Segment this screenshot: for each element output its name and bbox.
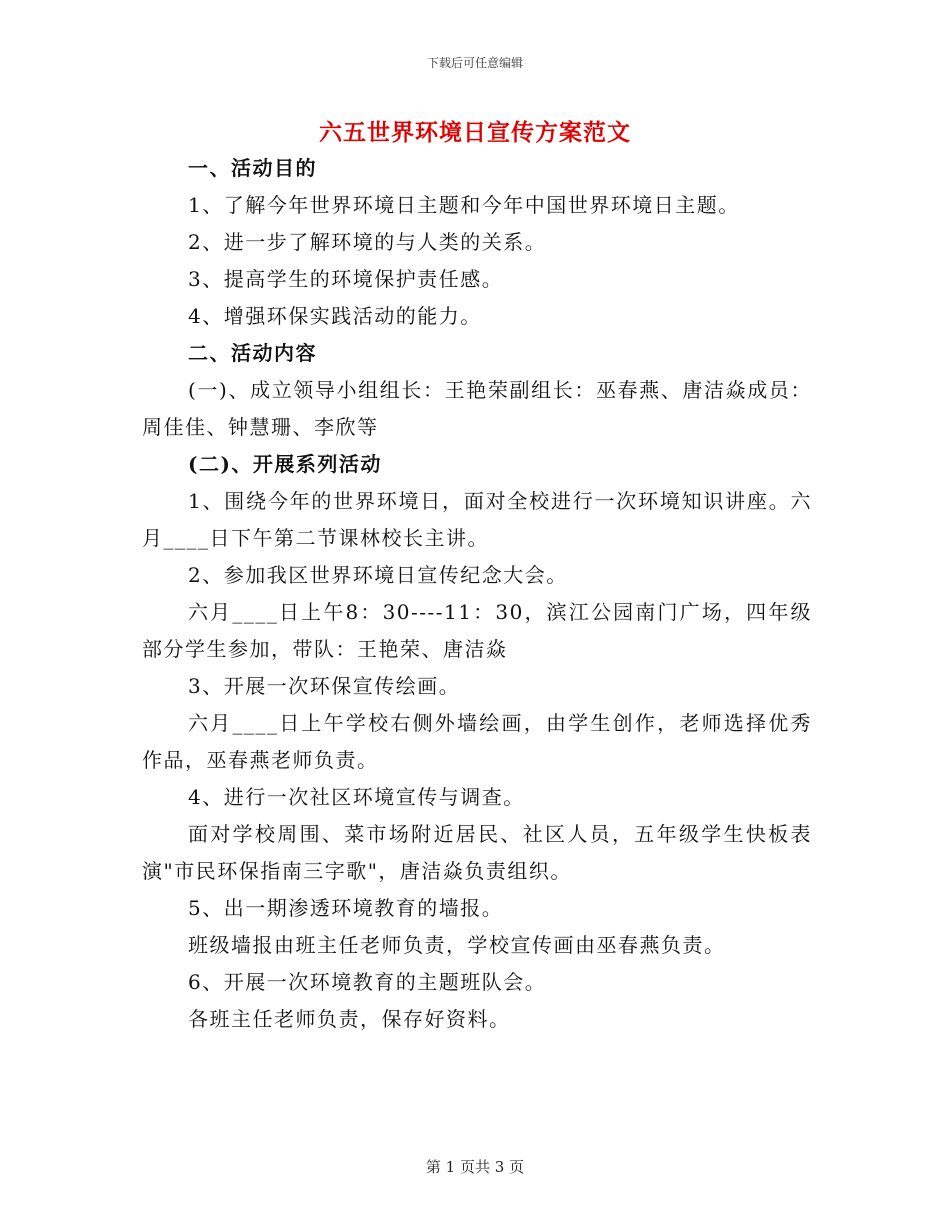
- paragraph: 3、提高学生的环境保护责任感。: [188, 267, 504, 291]
- paragraph: (二)、开展系列活动: [188, 452, 382, 476]
- document-body: [142, 150, 812, 1038]
- paragraph: 5、出一期渗透环境教育的墙报。: [188, 896, 504, 920]
- paragraph: 1、围绕今年的世界环境日，面对全校进行一次环境知识讲座。六月____日下午第二节课林校长主讲。: [142, 489, 812, 550]
- paragraph: 六月____日上午学校右侧外墙绘画，由学生创作，老师选择优秀作品，巫春燕老师负责。: [142, 711, 812, 772]
- paragraph: 3、开展一次环保宣传绘画。: [188, 674, 461, 698]
- paragraph: 一、活动目的: [188, 156, 317, 180]
- paragraph: 6、开展一次环境教育的主题班队会。: [188, 970, 547, 994]
- paragraph: 班级墙报由班主任老师负责，学校宣传画由巫春燕负责。: [188, 933, 726, 957]
- paragraph: 4、增强环保实践活动的能力。: [188, 304, 482, 328]
- document-title: 六五世界环境日宣传方案范文: [319, 119, 631, 146]
- paragraph: 1、了解今年世界环境日主题和今年中国世界环境日主题。: [188, 193, 740, 217]
- paragraph: 六月____日上午8：30----11：30，滨江公园南门广场，四年级部分学生参加，带队：王艳荣、唐洁焱: [142, 600, 812, 661]
- paragraph: 2、参加我区世界环境日宣传纪念大会。: [188, 563, 568, 587]
- paragraph: 4、进行一次社区环境宣传与调查。: [188, 785, 525, 809]
- paragraph: 各班主任老师负责，保存好资料。: [188, 1007, 511, 1031]
- header-note: 下载后可任意编辑: [426, 56, 523, 70]
- paragraph: (一)、成立领导小组组长：王艳荣副组长：巫春燕、唐洁焱成员：周佳佳、钟慧珊、李欣等: [142, 378, 812, 439]
- paragraph: 二、活动内容: [188, 341, 317, 365]
- paragraph: 2、进一步了解环境的与人类的关系。: [188, 230, 547, 254]
- paragraph: 面对学校周围、菜市场附近居民、社区人员，五年级学生快板表演"市民环保指南三字歌"，唐洁焱负责组织。: [142, 822, 812, 883]
- page-footer: 第 1 页共 3 页: [425, 1158, 525, 1176]
